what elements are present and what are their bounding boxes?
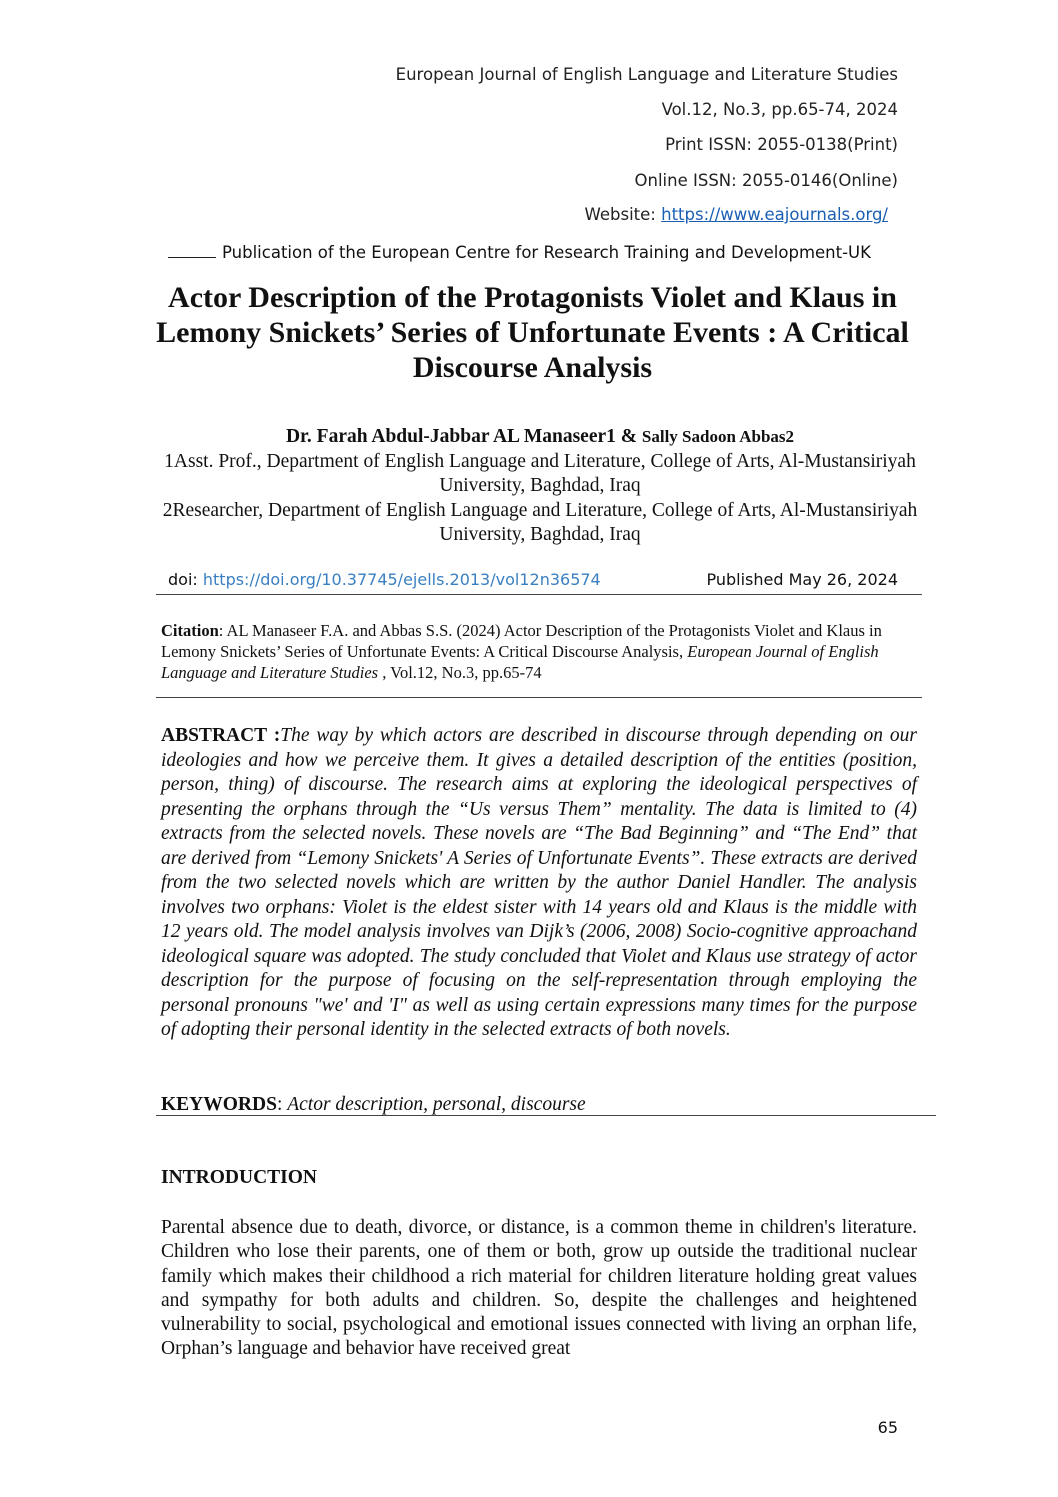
publisher-rule [168, 257, 216, 258]
keywords [161, 1093, 586, 1117]
print-issn: Print ISSN: 2055-0138(Print) [665, 135, 898, 154]
doi-label: doi: [168, 570, 203, 589]
abstract [161, 724, 917, 1043]
author-names [150, 425, 930, 450]
keywords-text: Actor description, personal, discourse [287, 1094, 586, 1115]
website-line [585, 205, 888, 225]
citation-label: Citation [161, 621, 219, 640]
publisher-line [168, 243, 898, 263]
affiliation-2: 2Researcher, Department of English Language and Literature, College of Arts, Al-Mustansiriyah University, Baghdad, Iraq [162, 499, 918, 545]
website-label: Website: [584, 205, 662, 224]
citation [161, 620, 891, 683]
paper-title: Actor Description of the Protagonists Violet and Klaus in Lemony Snickets’ Series of Unfortunate Events : A Critical Discourse Analysis [156, 281, 909, 384]
volume-info: Vol.12, No.3, pp.65-74, 2024 [661, 100, 898, 119]
keywords-sep: : [276, 1094, 288, 1115]
authors-block [150, 425, 930, 548]
citation-journal: European Journal of English Language and Literature Studies [161, 642, 879, 682]
abstract-label: ABSTRACT : [161, 725, 281, 746]
page-number: 65 [877, 1418, 898, 1437]
doi-link[interactable]: https://doi.org/10.37745/ejells.2013/vol12n36574 [202, 570, 601, 589]
affiliation-1: 1Asst. Prof., Department of English Language and Literature, College of Arts, Al-Mustansiriyah University, Baghdad, Iraq [164, 450, 916, 496]
author-2: Sally Sadoon Abbas2 [641, 427, 795, 446]
website-link[interactable]: https://www.eajournals.org/ [661, 205, 888, 224]
doi-row [168, 570, 898, 590]
citation-tail: , Vol.12, No.3, pp.65-74 [378, 663, 542, 682]
keywords-label: KEYWORDS [161, 1094, 277, 1115]
introduction-text: Parental absence due to death, divorce, or distance, is a common theme in children's literature. Children who lose their parents, one of them or both, grow up outside the traditional nuclear family which makes their childhood a rich material for children literature holding great values and sympathy for both adults and children. So, despite the challenges and heightened vulnerability to social, psychological and emotional issues connected with living an orphan life, Orphan’s language and behavior have received great [161, 1217, 917, 1360]
journal-name: European Journal of English Language and Literature Studies [395, 65, 898, 84]
citation-text: : AL Manaseer F.A. and Abbas S.S. (2024) Actor Description of the Protagonists Violet and Klaus in Lemony Snickets’ Series of Unfortunate Events: A Critical Discourse Analysis, [161, 621, 882, 661]
introduction-heading: INTRODUCTION [161, 1167, 318, 1188]
author-1: Dr. Farah Abdul-Jabbar AL Manaseer1 & [285, 426, 642, 447]
divider [156, 594, 922, 595]
abstract-text: The way by which actors are described in discourse through depending on our ideologies and how we perceive them. It gives a detailed description of the entities (position, person, thing) of discourse. The research aims at exploring the ideological perspectives of presenting the orphans through the “Us versus Them” mentality. The data is limited to (4) extracts from the selected novels. These novels are “The Bad Beginning” and “The End” that are derived from “Lemony Snickets' A Series of Unfortunate Events”. These extracts are derived from the two selected novels which are written by the author Daniel Handler. The analysis involves two orphans: Violet is the eldest sister with 14 years old and Klaus is the middle with 12 years old. The model analysis involves van Dijk’s (2006, 2008) Socio-cognitive approachand ideological square was adopted. The study concluded that Violet and Klaus use strategy of actor description for the purpose of focusing on the self-representation through employing the personal pronouns "we' and 'I" as well as using certain expressions many times for the purpose of adopting their personal identity in the selected extracts of both novels. [161, 725, 917, 1040]
divider [156, 1115, 936, 1116]
divider [156, 697, 922, 698]
online-issn: Online ISSN: 2055-0146(Online) [634, 171, 898, 190]
published-date: Published May 26, 2024 [706, 570, 898, 589]
publisher-text: Publication of the European Centre for Research Training and Development-UK [222, 243, 871, 262]
